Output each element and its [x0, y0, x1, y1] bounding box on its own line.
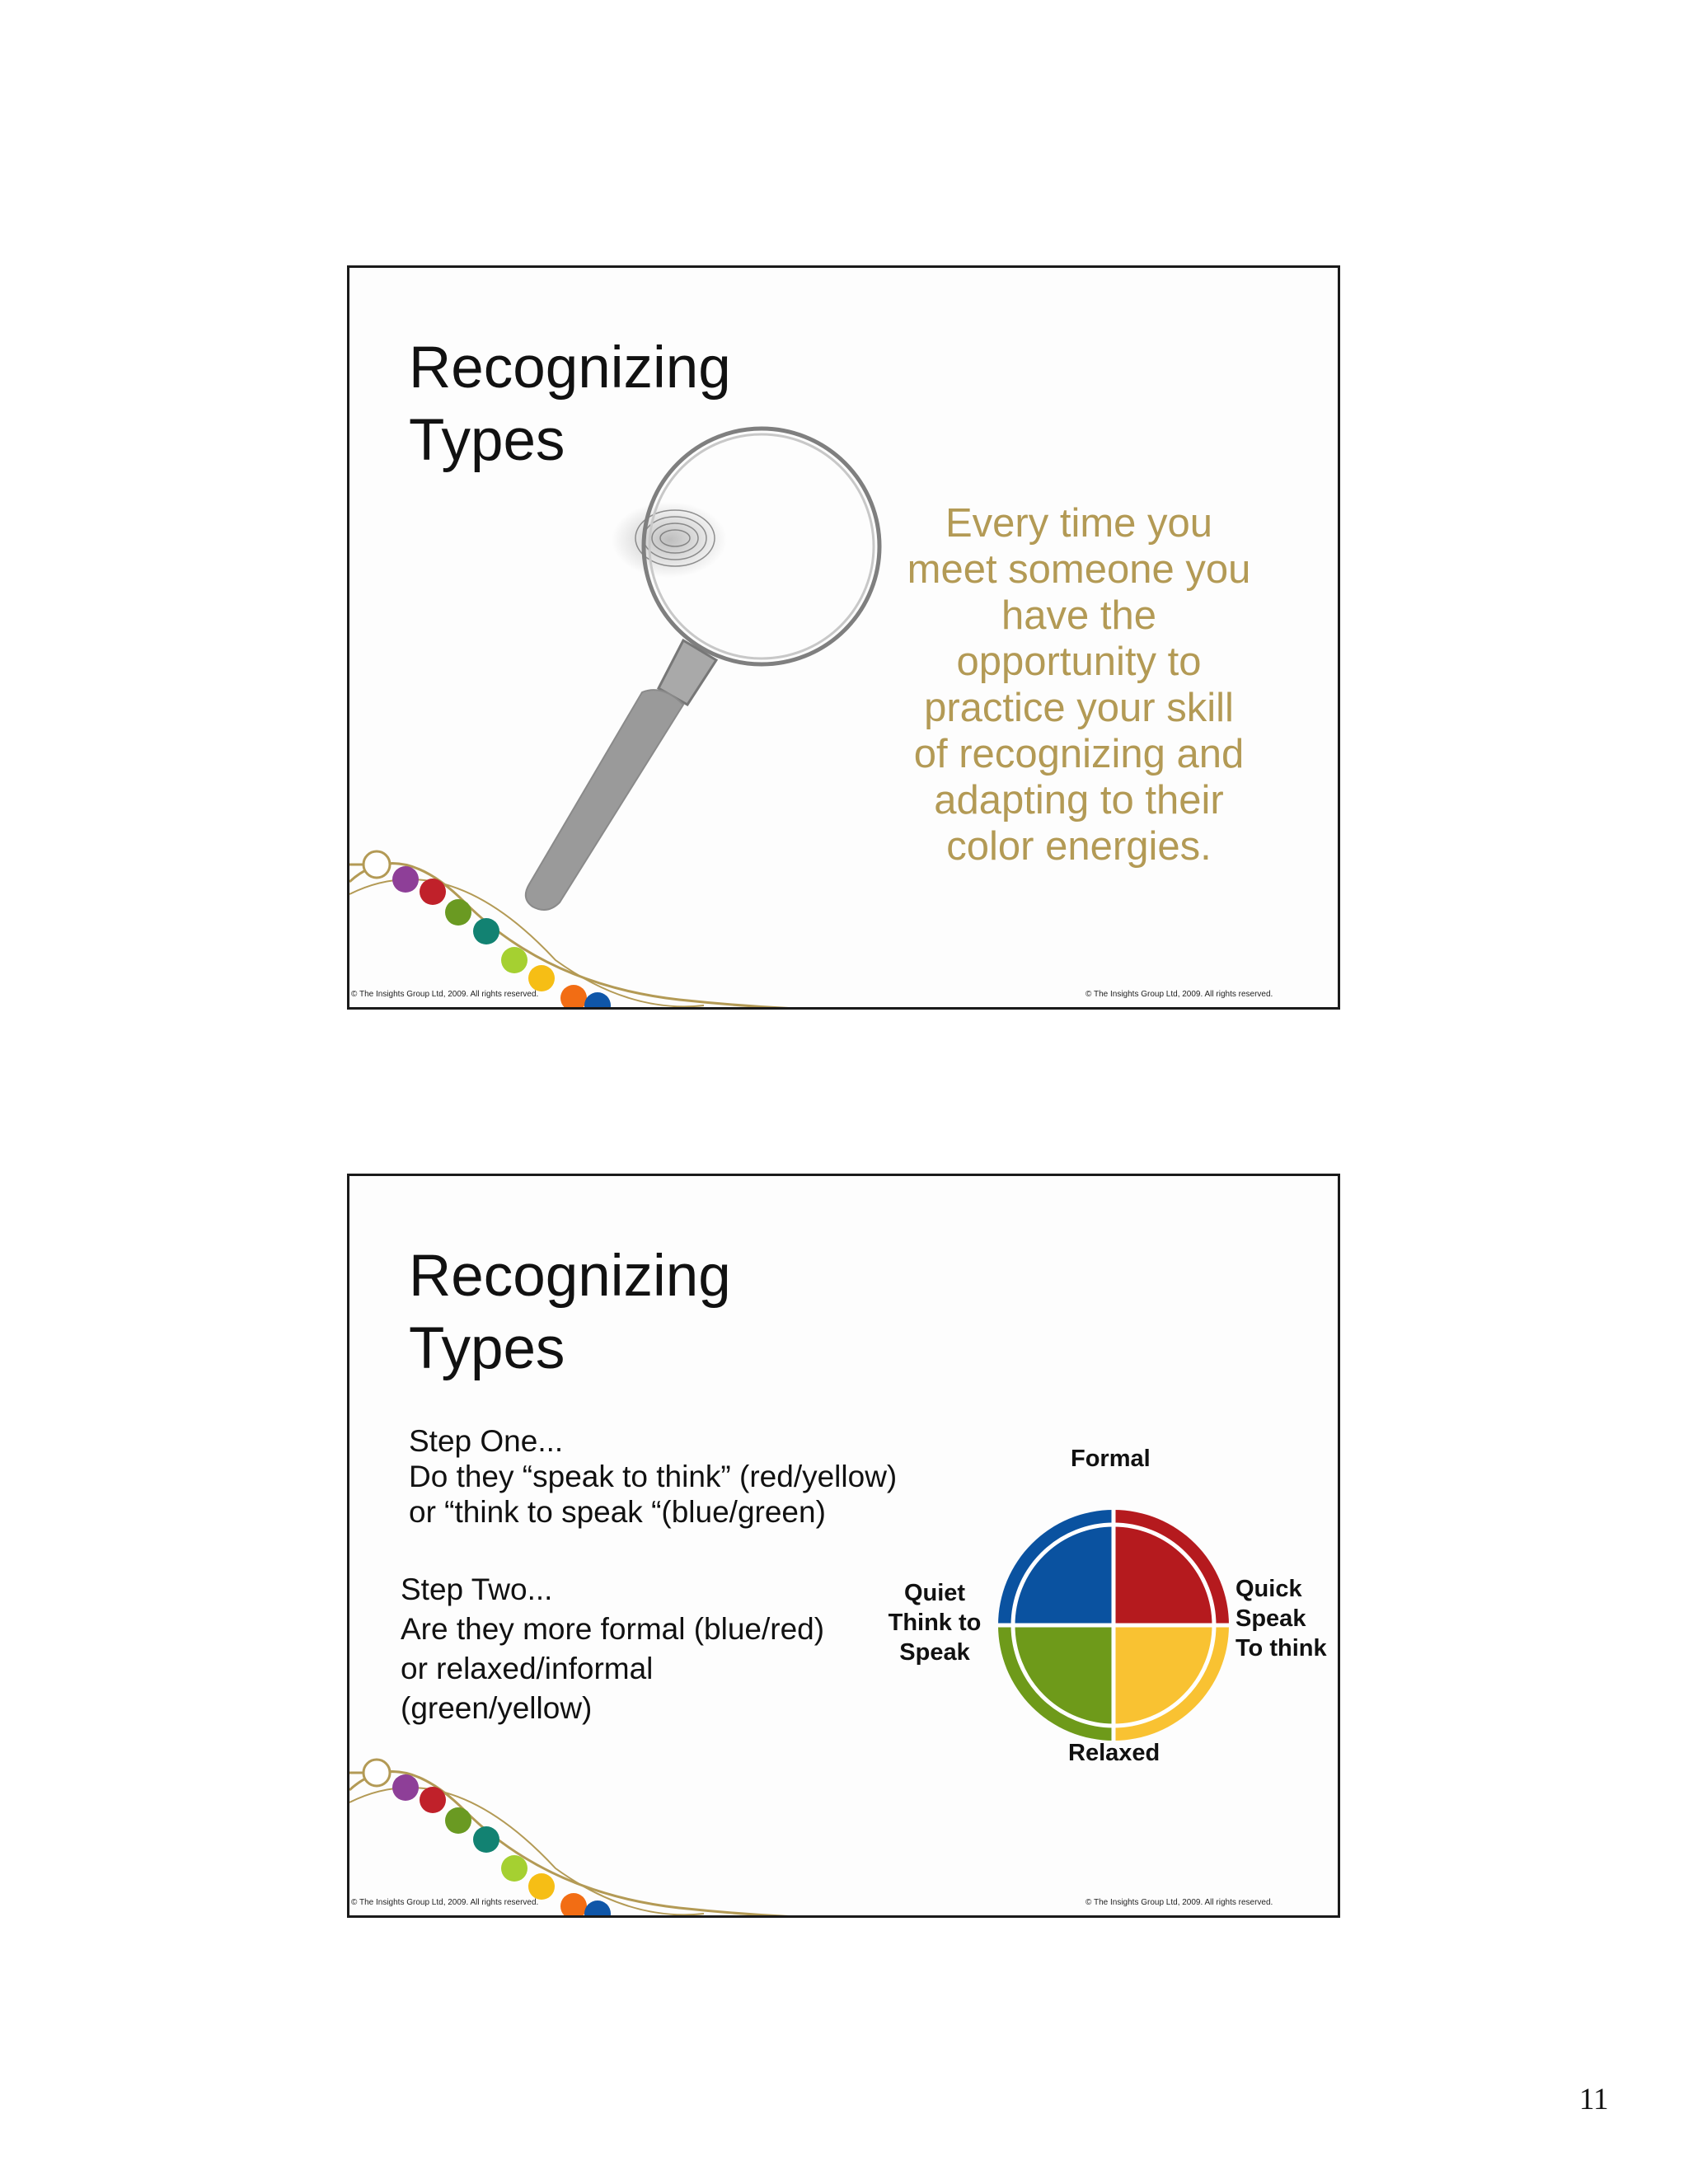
color-bead	[392, 866, 419, 893]
title-line: Recognizing	[409, 1244, 731, 1309]
quote-line: have the	[1001, 593, 1156, 638]
title-line: Types	[409, 408, 565, 473]
wheel-label-line: Think to	[888, 1610, 982, 1636]
slide-recognizing-types-1	[347, 265, 1340, 1010]
quote-line: adapting to their	[934, 778, 1224, 823]
step-line: Do they “speak to think” (red/yellow)	[409, 1460, 898, 1493]
color-bead	[501, 947, 528, 973]
copyright-left: © The Insights Group Ltd, 2009. All rights reserved.	[351, 1898, 539, 1907]
ring-bead	[363, 1760, 390, 1786]
step-line: Step Two...	[401, 1572, 553, 1606]
color-bead	[420, 879, 446, 905]
quote-line: opportunity to	[956, 640, 1202, 684]
color-beads-decoration	[349, 1176, 1338, 1915]
string-curve	[349, 1788, 704, 1915]
string-curve	[349, 879, 704, 1006]
color-bead	[445, 899, 471, 926]
quote-line: Every time you	[945, 501, 1213, 546]
color-bead	[528, 1873, 555, 1900]
color-bead	[473, 918, 499, 944]
wheel-label-line: Quick	[1236, 1576, 1302, 1602]
step-line: (green/yellow)	[401, 1691, 593, 1725]
quote-line: color energies.	[946, 824, 1212, 869]
slide-recognizing-types-2	[347, 1174, 1340, 1918]
wheel-label-line: Speak	[1236, 1605, 1306, 1632]
color-bead	[584, 992, 611, 1007]
page-number: 11	[1579, 2083, 1609, 2116]
color-bead	[473, 1826, 499, 1853]
copyright-left: © The Insights Group Ltd, 2009. All rights reserved.	[351, 990, 539, 999]
quote-line: meet someone you	[907, 547, 1251, 592]
color-bead	[392, 1774, 419, 1801]
color-bead	[560, 1893, 587, 1915]
color-bead	[560, 985, 587, 1007]
step-line: or relaxed/informal	[401, 1652, 654, 1685]
wheel-label-relaxed: Relaxed	[1068, 1740, 1160, 1766]
color-beads-decoration	[349, 268, 1338, 1007]
copyright-right: © The Insights Group Ltd, 2009. All rights reserved.	[1085, 1898, 1273, 1907]
ring-bead	[363, 851, 390, 878]
quote-line: of recognizing and	[913, 732, 1245, 776]
title-line: Recognizing	[409, 335, 731, 401]
color-bead	[528, 965, 555, 991]
step-line: Step One...	[409, 1424, 564, 1458]
color-bead	[584, 1900, 611, 1915]
color-bead	[420, 1787, 446, 1813]
title-line: Types	[409, 1316, 565, 1381]
color-bead	[445, 1807, 471, 1834]
wheel-label-line: Speak	[899, 1639, 970, 1666]
copyright-right: © The Insights Group Ltd, 2009. All rights reserved.	[1085, 990, 1273, 999]
step-line: Are they more formal (blue/red)	[401, 1612, 825, 1646]
step-line: or “think to speak “(blue/green)	[409, 1495, 826, 1529]
wheel-label-formal: Formal	[1071, 1446, 1151, 1472]
wheel-label-line: To think	[1236, 1635, 1327, 1661]
quote-line: practice your skill	[924, 686, 1234, 730]
color-bead	[501, 1855, 528, 1882]
wheel-label-line: Quiet	[903, 1580, 966, 1606]
